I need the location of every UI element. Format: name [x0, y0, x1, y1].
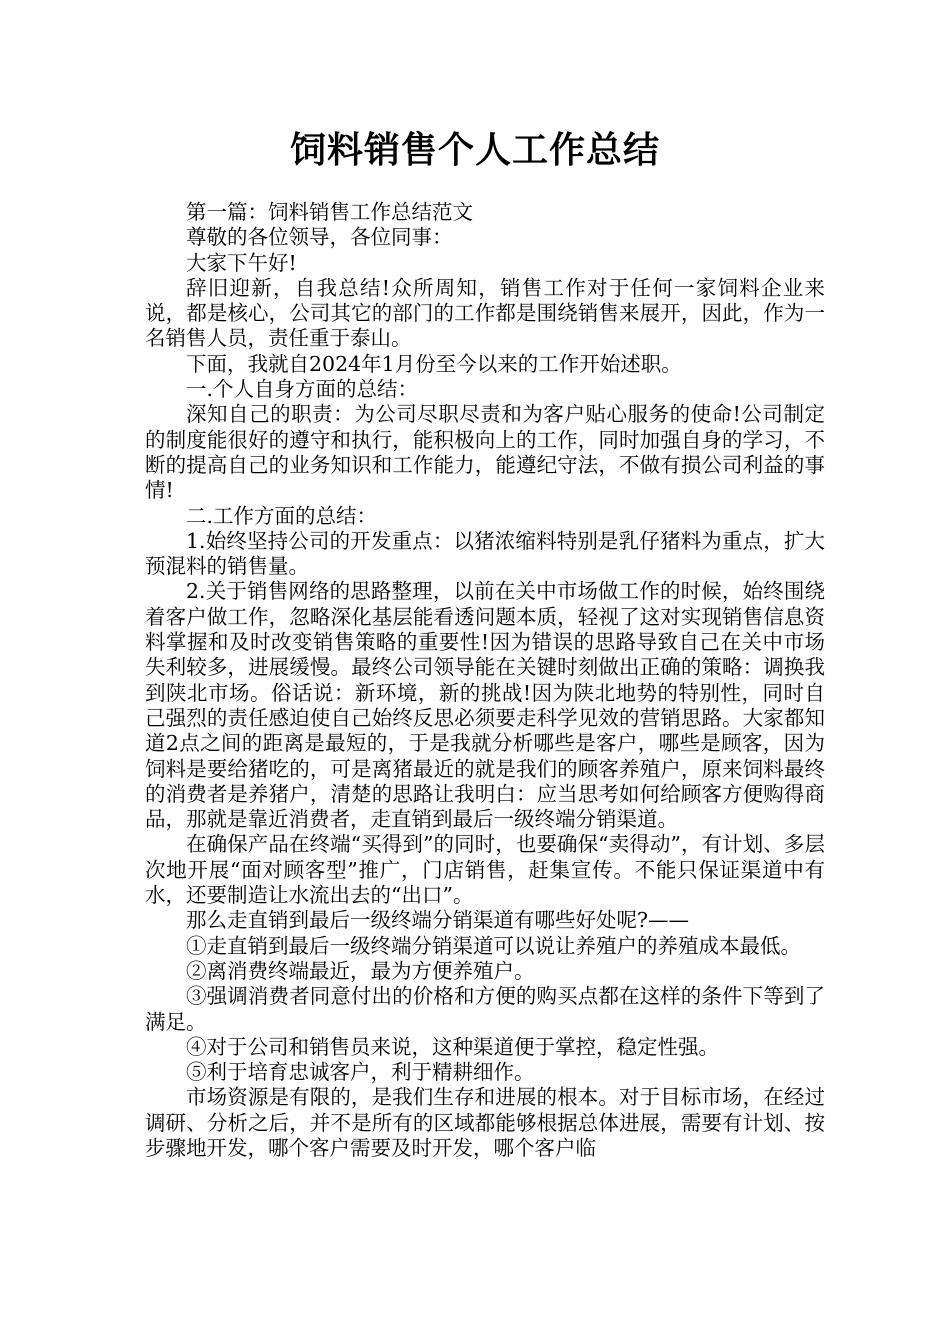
document-body	[145, 200, 825, 1161]
section-heading: 一.个人自身方面的总结：	[186, 377, 419, 402]
paragraph: 尊敬的各位领导，各位同事：	[186, 225, 453, 250]
paragraph: 辞旧迎新，自我总结!众所周知，销售工作对于任何一家饲料企业来说，都是核心，公司其它的部门的工作都是围绕销售来展开，因此，作为一名销售人员，责任重于泰山。	[145, 275, 825, 351]
list-item: ②离消费终端最近，最为方便养殖户。	[186, 958, 535, 983]
section-heading: 二.工作方面的总结：	[186, 503, 378, 528]
paragraph: 1.始终坚持公司的开发重点：以猪浓缩料特别是乳仔猪料为重点，扩大预混料的销售量。	[145, 528, 825, 579]
paragraph: 那么走直销到最后一级终端分销渠道有哪些好处呢?——	[186, 908, 689, 933]
list-item: ③强调消费者同意付出的价格和方便的购买点都在这样的条件下等到了满足。	[145, 984, 825, 1034]
paragraph: 大家下午好!	[186, 250, 297, 275]
paragraph: 深知自己的职责：为公司尽职尽责和为客户贴心服务的使命!公司制定的制度能很好的遵守和执行，能积极向上的工作，同时加强自身的学习，不断的提高自己的业务知识和工作能力，能遵纪守法，不做有损公司利益的事情!	[145, 402, 825, 503]
paragraph: 下面，我就自2024年1月份至今以来的工作开始述职。	[186, 351, 682, 376]
list-item: ①走直销到最后一级终端分销渠道可以说让养殖户的养殖成本最低。	[186, 933, 801, 958]
paragraph: 市场资源是有限的，是我们生存和进展的根本。对于目标市场，在经过调研、分析之后，并不是所有的区域都能够根据总体进展，需要有计划、按步骤地开发，哪个客户需要及时开发，哪个客户临	[145, 1085, 825, 1160]
paragraph: 2.关于销售网络的思路整理，以前在关中市场做工作的时候，始终围绕着客户做工作，忽略深化基层能看透问题本质，轻视了这对实现销售信息资料掌握和及时改变销售策略的重要性!因为错误的思路导致自己在关中市场失利较多，进展缓慢。最终公司领导能在关键时刻做出正确的策略：调换我到陕北市场。俗话说：新环境，新的挑战!因为陕北地势的特别性，同时自己强烈的责任感迫使自己始终反思必须要走科学见效的营销思路。大家都知道2点之间的距离是最短的，于是我就分析哪些是客户，哪些是顾客，因为饲料是要给猪吃的，可是离猪最近的就是我们的顾客养殖户，原来饲料最终的消费者是养猪户，清楚的思路让我明白：应当思考如何给顾客方便购得商品，那就是靠近消费者，走直销到最后一级终端分销渠道。	[145, 579, 825, 832]
paragraph: 第一篇：饲料销售工作总结范文	[186, 200, 473, 224]
list-item: ⑤利于培育忠诚客户，利于精耕细作。	[186, 1060, 535, 1085]
list-item: ④对于公司和销售员来说，这种渠道便于掌控，稳定性强。	[186, 1034, 719, 1059]
document-title: 饲料销售个人工作总结	[289, 130, 660, 171]
paragraph: 在确保产品在终端“买得到”的同时，也要确保“卖得动”，有计划、多层次地开展“面对顾客型”推广，门店销售，赶集宣传。不能只保证渠道中有水，还要制造让水流出去的“出口”。	[145, 832, 825, 908]
